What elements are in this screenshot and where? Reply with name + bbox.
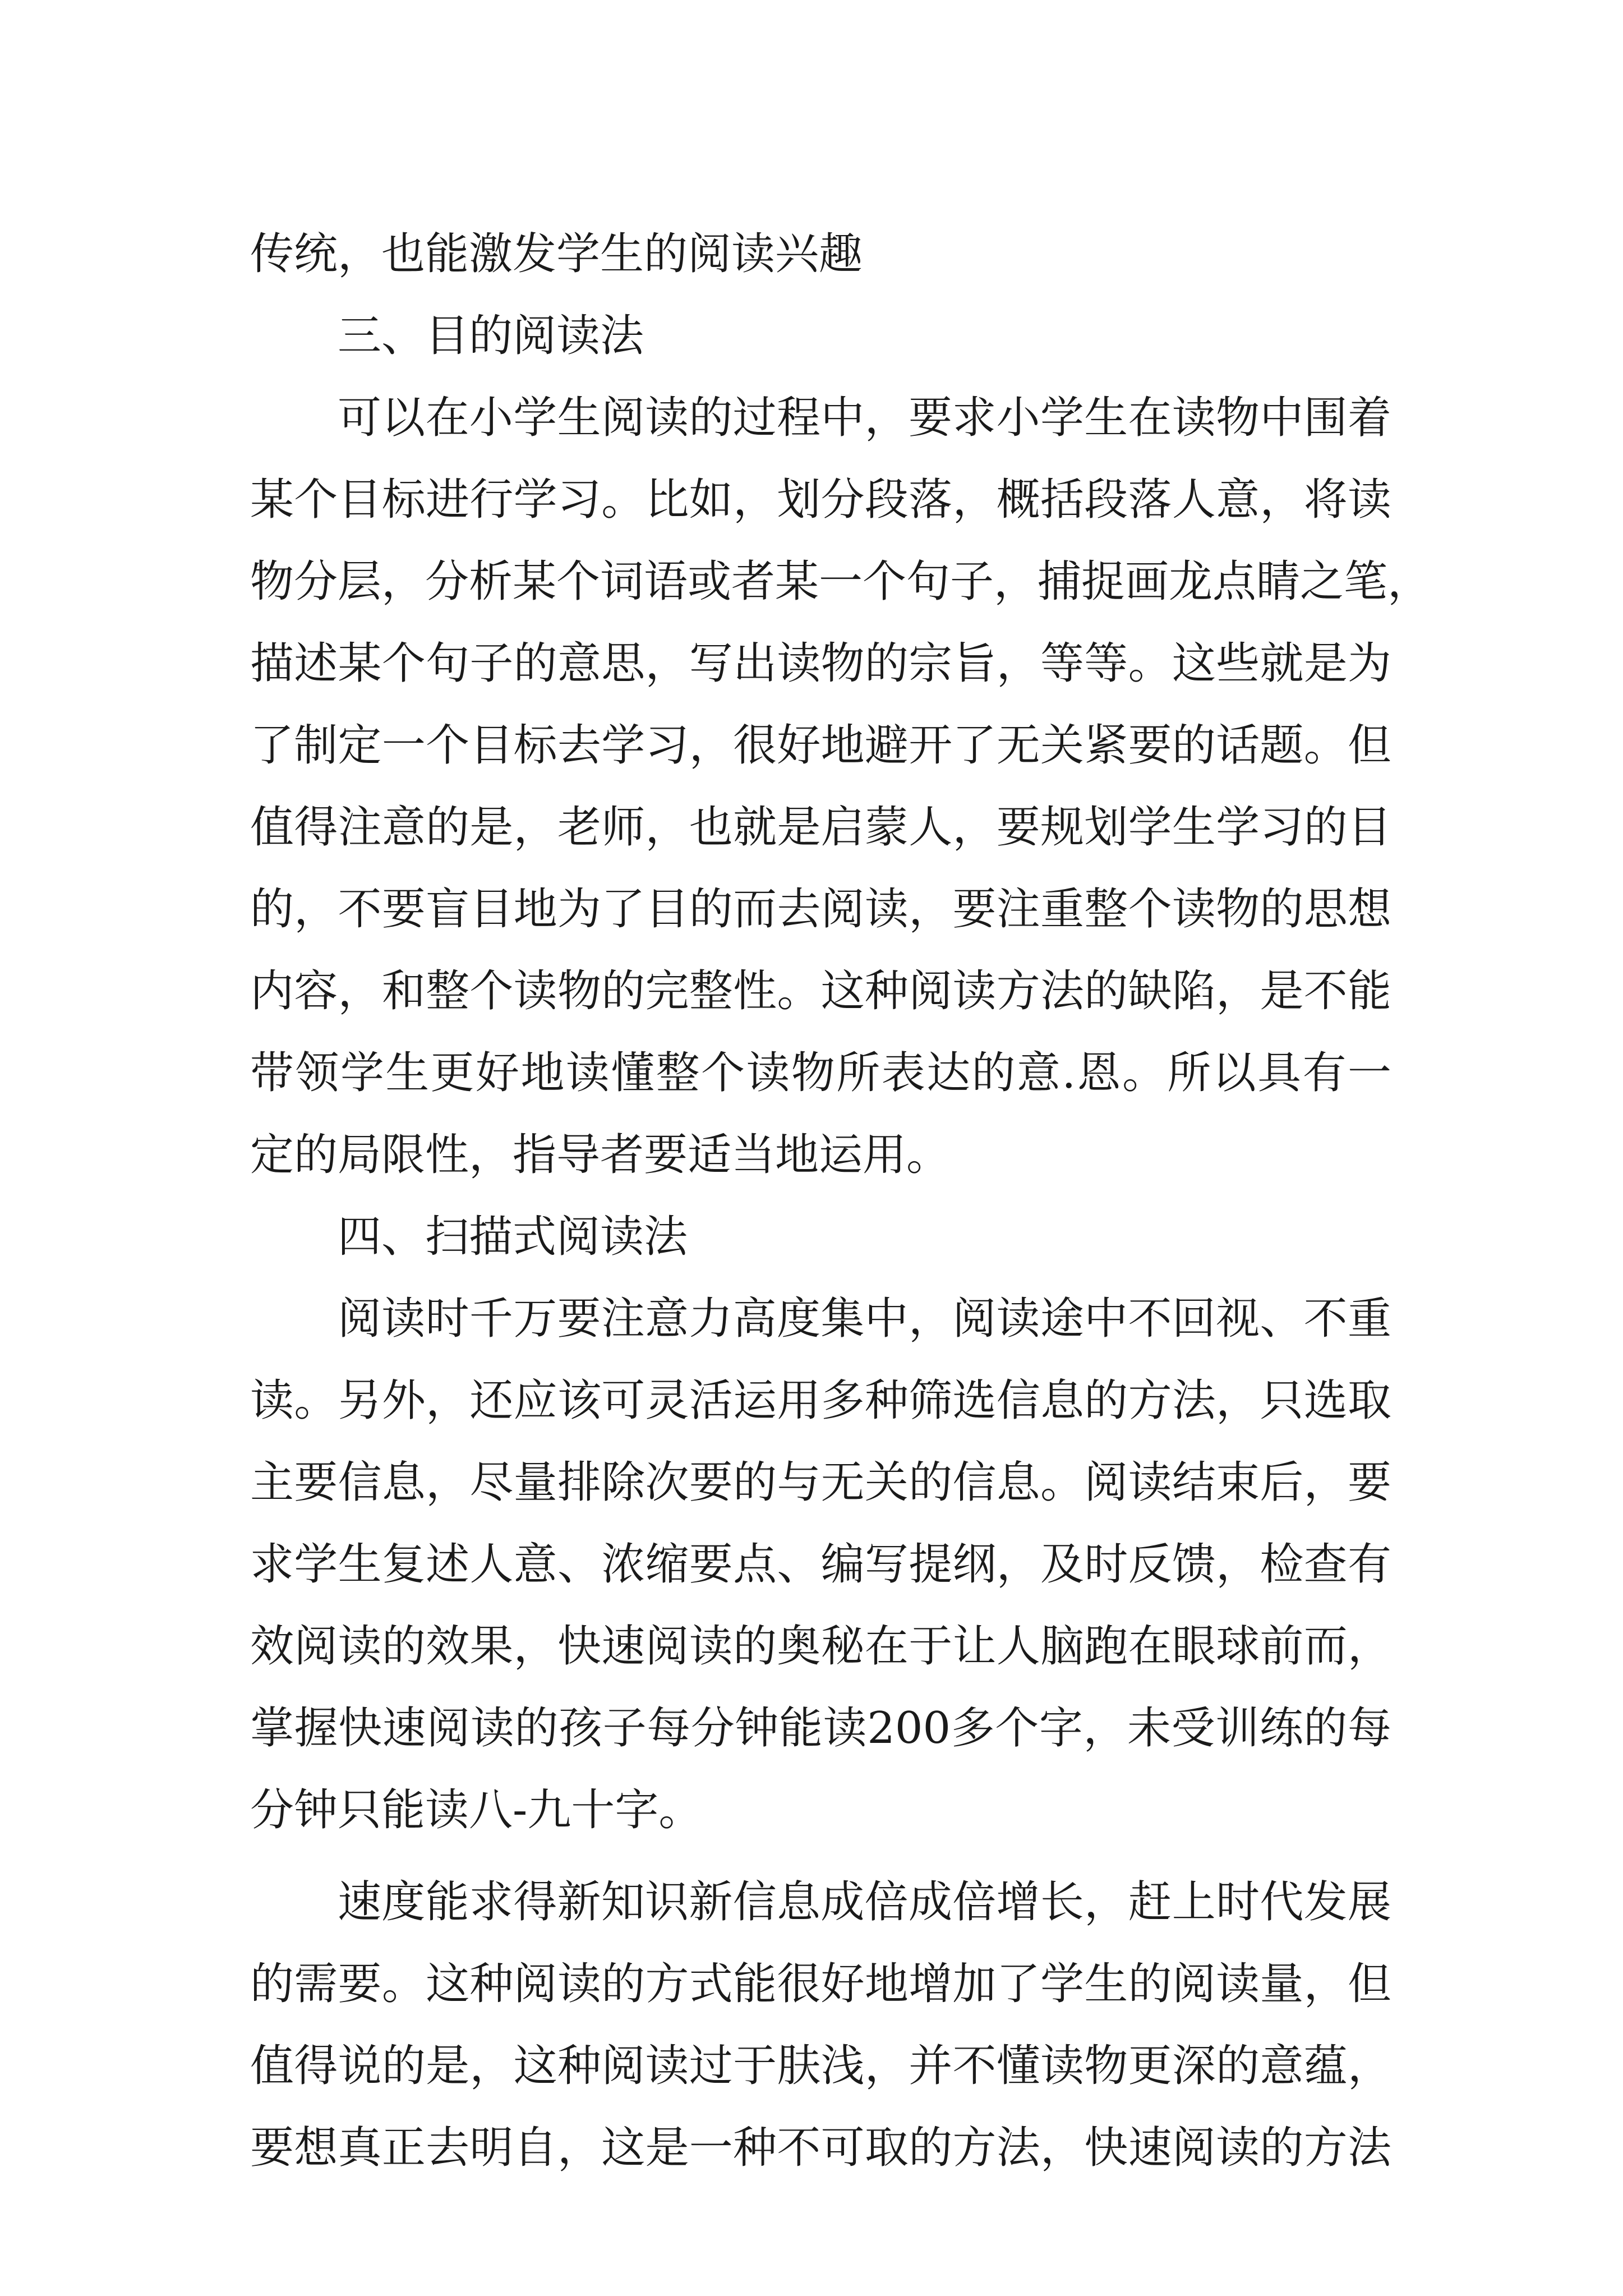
paragraph-line: 掌握快速阅读的孩子每分钟能读200多个字，未受训练的每 [250,1703,1391,1754]
document-body [250,213,1432,2189]
paragraph-line: 主要信息，尽量排除次要的与无关的信息。阅读结束后，要 [250,1457,1391,1508]
paragraph-line: 速度能求得新知识新信息成倍成倍增长，赶上时代发展 [338,1877,1391,1927]
section-heading-scan-reading: 四、扫描式阅读法 [338,1212,688,1262]
paragraph-line: 描述某个句子的意思，写出读物的宗旨，等等。这些就是为 [250,638,1391,689]
paragraph-line: 定的局限性，指导者要适当地运用。 [250,1130,951,1180]
section-heading-purpose-reading: 三、目的阅读法 [338,311,644,361]
paragraph-line: 值得说的是，这种阅读过于肤浅，并不懂读物更深的意蕴， [250,2041,1391,2091]
paragraph-line: 读。另外，还应该可灵活运用多种筛选信息的方法，只选取 [250,1375,1391,1426]
paragraph-line: 求学生复述人意、浓缩要点、编写提纲，及时反馈，检查有 [250,1539,1391,1590]
paragraph-line: 可以在小学生阅读的过程中，要求小学生在读物中围着 [338,393,1391,443]
paragraph-line: 效阅读的效果，快速阅读的奥秘在于让人脑跑在眼球前而， [250,1621,1391,1672]
paragraph-line: 的需要。这种阅读的方式能很好地增加了学生的阅读量，但 [250,1959,1391,2009]
paragraph-line: 阅读时千万要注意力高度集中，阅读途中不回视、不重 [338,1294,1391,1344]
paragraph-continuation-line: 传统，也能激发学生的阅读兴趣 [250,229,863,279]
paragraph-line: 物分层，分析某个词语或者某一个句子，捕捉画龙点睛之笔， [250,556,1432,607]
paragraph-line: 分钟只能读八-九十字。 [250,1785,703,1835]
paragraph-line: 带领学生更好地读懂整个读物所表达的意.恩。所以具有一 [250,1048,1391,1098]
paragraph-line: 了制定一个目标去学习，很好地避开了无关紧要的话题。但 [250,720,1391,771]
paragraph-line: 内容，和整个读物的完整性。这种阅读方法的缺陷，是不能 [250,966,1391,1016]
paragraph-line: 某个目标进行学习。比如，划分段落，概括段落人意，将读 [250,475,1391,525]
paragraph-line: 值得注意的是，老师，也就是启蒙人，要规划学生学习的目 [250,802,1391,853]
paragraph-gap [250,1851,1391,1861]
paragraph-line: 的，不要盲目地为了目的而去阅读，要注重整个读物的思想 [250,884,1391,935]
paragraph-line: 要想真正去明自，这是一种不可取的方法，快速阅读的方法 [250,2123,1391,2173]
